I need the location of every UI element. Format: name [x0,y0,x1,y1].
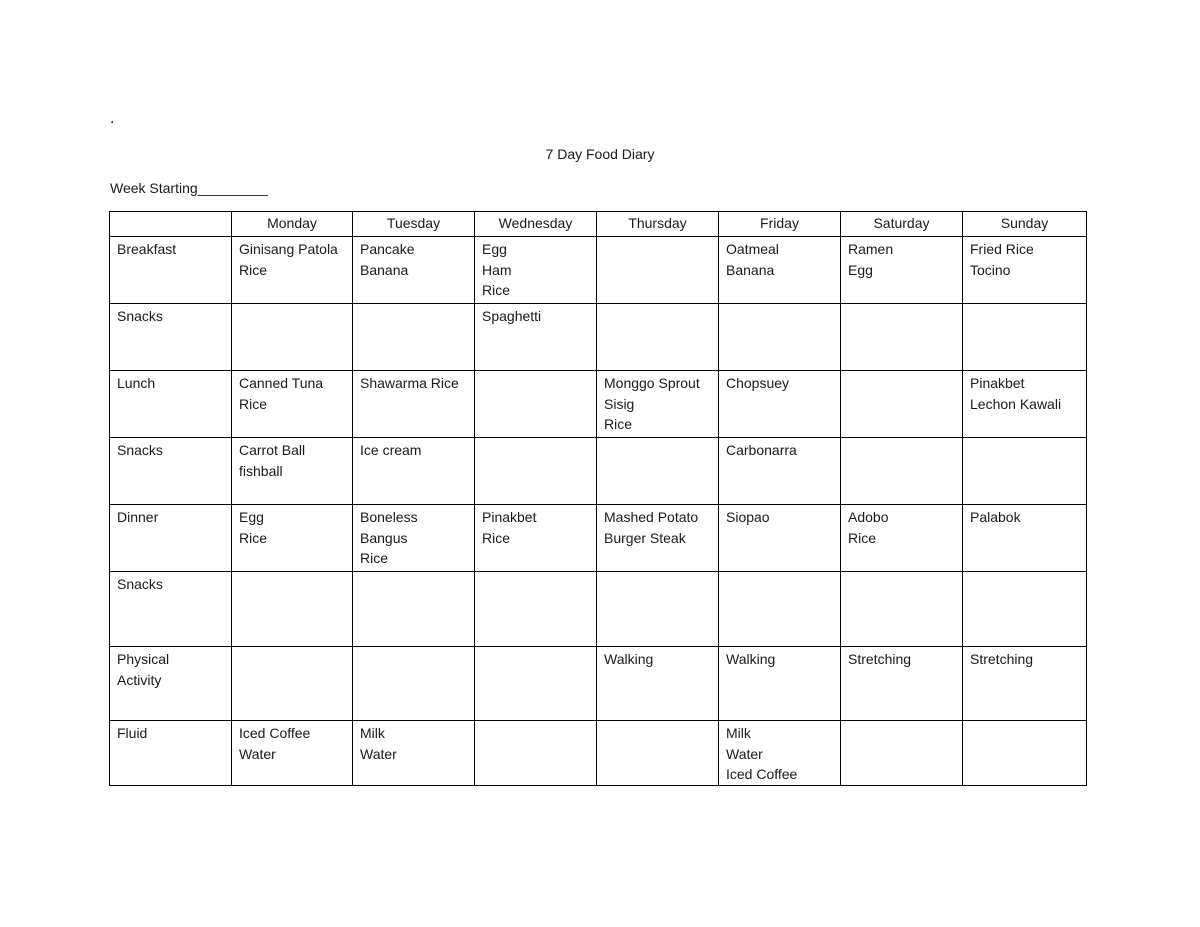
row-label-line: Snacks [117,576,163,592]
food-entry: Water [360,745,397,762]
diary-cell [475,721,597,786]
diary-cell [475,304,597,371]
food-entry: Mashed Potato [604,509,699,525]
food-entry: Water [726,745,763,762]
diary-cell [232,304,353,371]
food-entry: Rice [239,395,268,412]
row-label [110,237,232,304]
food-entry: Bangus [360,529,408,546]
diary-cell [232,237,353,304]
row-label-line: Physical [117,651,170,667]
diary-cell [597,438,719,505]
diary-cell [963,647,1087,721]
diary-cell [841,371,963,438]
food-entry: Stretching [970,651,1034,667]
diary-cell [963,721,1087,786]
diary-cell [597,505,719,572]
document-title: 7 Day Food Diary [545,146,655,162]
day-header: Friday [719,212,841,237]
diary-cell [841,572,963,647]
food-entry: Palabok [970,509,1021,525]
day-header: Monday [232,212,353,237]
food-entry: Egg [482,241,507,257]
diary-cell [232,572,353,647]
food-entry: Ice cream [360,442,422,458]
food-entry: Sisig [604,395,635,412]
row-label [110,304,232,371]
diary-body [110,237,1087,786]
diary-cell [353,647,475,721]
row-label [110,572,232,647]
food-entry: Oatmeal [726,241,779,257]
food-entry: Pinakbet [482,509,537,525]
diary-cell [841,505,963,572]
diary-cell [841,438,963,505]
diary-cell [597,304,719,371]
diary-cell [353,438,475,505]
diary-cell [719,304,841,371]
table-row [110,237,1087,304]
diary-cell [841,647,963,721]
diary-cell [353,721,475,786]
diary-cell [719,438,841,505]
diary-cell [353,371,475,438]
food-entry: Ramen [848,241,894,257]
food-entry: Spaghetti [482,308,542,324]
diary-cell [719,572,841,647]
header-row [110,212,1087,237]
food-entry: Milk [360,725,385,741]
food-entry: Pancake [360,241,415,257]
diary-cell [475,237,597,304]
row-label-line: Snacks [117,308,163,324]
food-entry: Canned Tuna [239,375,324,391]
row-label-line: Breakfast [117,241,177,257]
row-label-line: Activity [117,671,162,688]
food-entry: Walking [604,651,654,667]
food-entry: Fried Rice [970,241,1034,257]
diary-cell [963,371,1087,438]
diary-cell [353,237,475,304]
food-entry: Rice [482,529,511,546]
food-entry: Rice [239,261,268,278]
diary-cell [475,371,597,438]
food-entry: Rice [482,282,511,298]
diary-cell [719,721,841,786]
diary-cell [963,438,1087,505]
food-entry: Monggo Sprout [604,375,700,391]
food-diary-table [109,211,1087,786]
food-entry: Tocino [970,261,1011,278]
row-label-line: Dinner [117,509,159,525]
table-row [110,505,1087,572]
food-entry: Carrot Ball [239,442,306,458]
day-header: Tuesday [353,212,475,237]
diary-cell [597,647,719,721]
table-row [110,304,1087,371]
food-entry: Rice [604,416,633,432]
diary-cell [597,572,719,647]
food-entry: fishball [239,462,283,479]
diary-cell [963,572,1087,647]
diary-cell [353,304,475,371]
diary-cell [475,647,597,721]
food-entry: Shawarma Rice [360,375,459,391]
food-entry: Milk [726,725,751,741]
day-header: Wednesday [475,212,597,237]
day-header: Sunday [963,212,1087,237]
food-entry: Ginisang Patola [239,241,338,257]
diary-cell [232,438,353,505]
diary-cell [719,237,841,304]
diary-cell [475,572,597,647]
corner-header [110,212,232,237]
food-entry: Rice [848,529,877,546]
diary-cell [597,237,719,304]
diary-cell [841,237,963,304]
diary-cell [232,505,353,572]
diary-cell [719,647,841,721]
table-row [110,371,1087,438]
diary-cell [475,438,597,505]
food-entry: Egg [239,509,264,525]
diary-cell [232,721,353,786]
week-starting-label: Week Starting_________ [110,180,268,196]
diary-cell [353,505,475,572]
stray-dot: . [110,110,115,127]
table-row [110,721,1087,786]
row-label-line: Lunch [117,375,156,391]
row-label [110,438,232,505]
diary-cell [353,572,475,647]
food-entry: Burger Steak [604,529,686,546]
food-entry: Boneless [360,509,418,525]
row-label-line: Snacks [117,442,163,458]
food-entry: Egg [848,261,873,278]
food-entry: Walking [726,651,776,667]
diary-cell [841,304,963,371]
food-entry: Iced Coffee [726,766,798,782]
food-entry: Banana [726,261,775,278]
row-label [110,505,232,572]
diary-cell [597,371,719,438]
diary-cell [719,371,841,438]
row-label [110,371,232,438]
food-entry: Pinakbet [970,375,1025,391]
diary-cell [597,721,719,786]
food-entry: Adobo [848,509,889,525]
food-entry: Rice [360,550,389,566]
food-entry: Siopao [726,509,770,525]
food-entry: Stretching [848,651,912,667]
diary-cell [719,505,841,572]
diary-cell [232,371,353,438]
diary-cell [963,505,1087,572]
food-entry: Chopsuey [726,375,790,391]
food-entry: Rice [239,529,268,546]
day-header: Saturday [841,212,963,237]
diary-cell [963,237,1087,304]
table-row [110,438,1087,505]
diary-cell [475,505,597,572]
food-entry: Banana [360,261,409,278]
day-header: Thursday [597,212,719,237]
diary-cell [841,721,963,786]
table-row [110,572,1087,647]
food-entry: Lechon Kawali [970,395,1062,412]
row-label [110,647,232,721]
diary-cell [232,647,353,721]
table-row [110,647,1087,721]
food-entry: Carbonarra [726,442,797,458]
food-entry: Water [239,745,276,762]
row-label-line: Fluid [117,725,148,741]
diary-cell [963,304,1087,371]
food-entry: Ham [482,261,512,278]
food-entry: Iced Coffee [239,725,311,741]
row-label [110,721,232,786]
